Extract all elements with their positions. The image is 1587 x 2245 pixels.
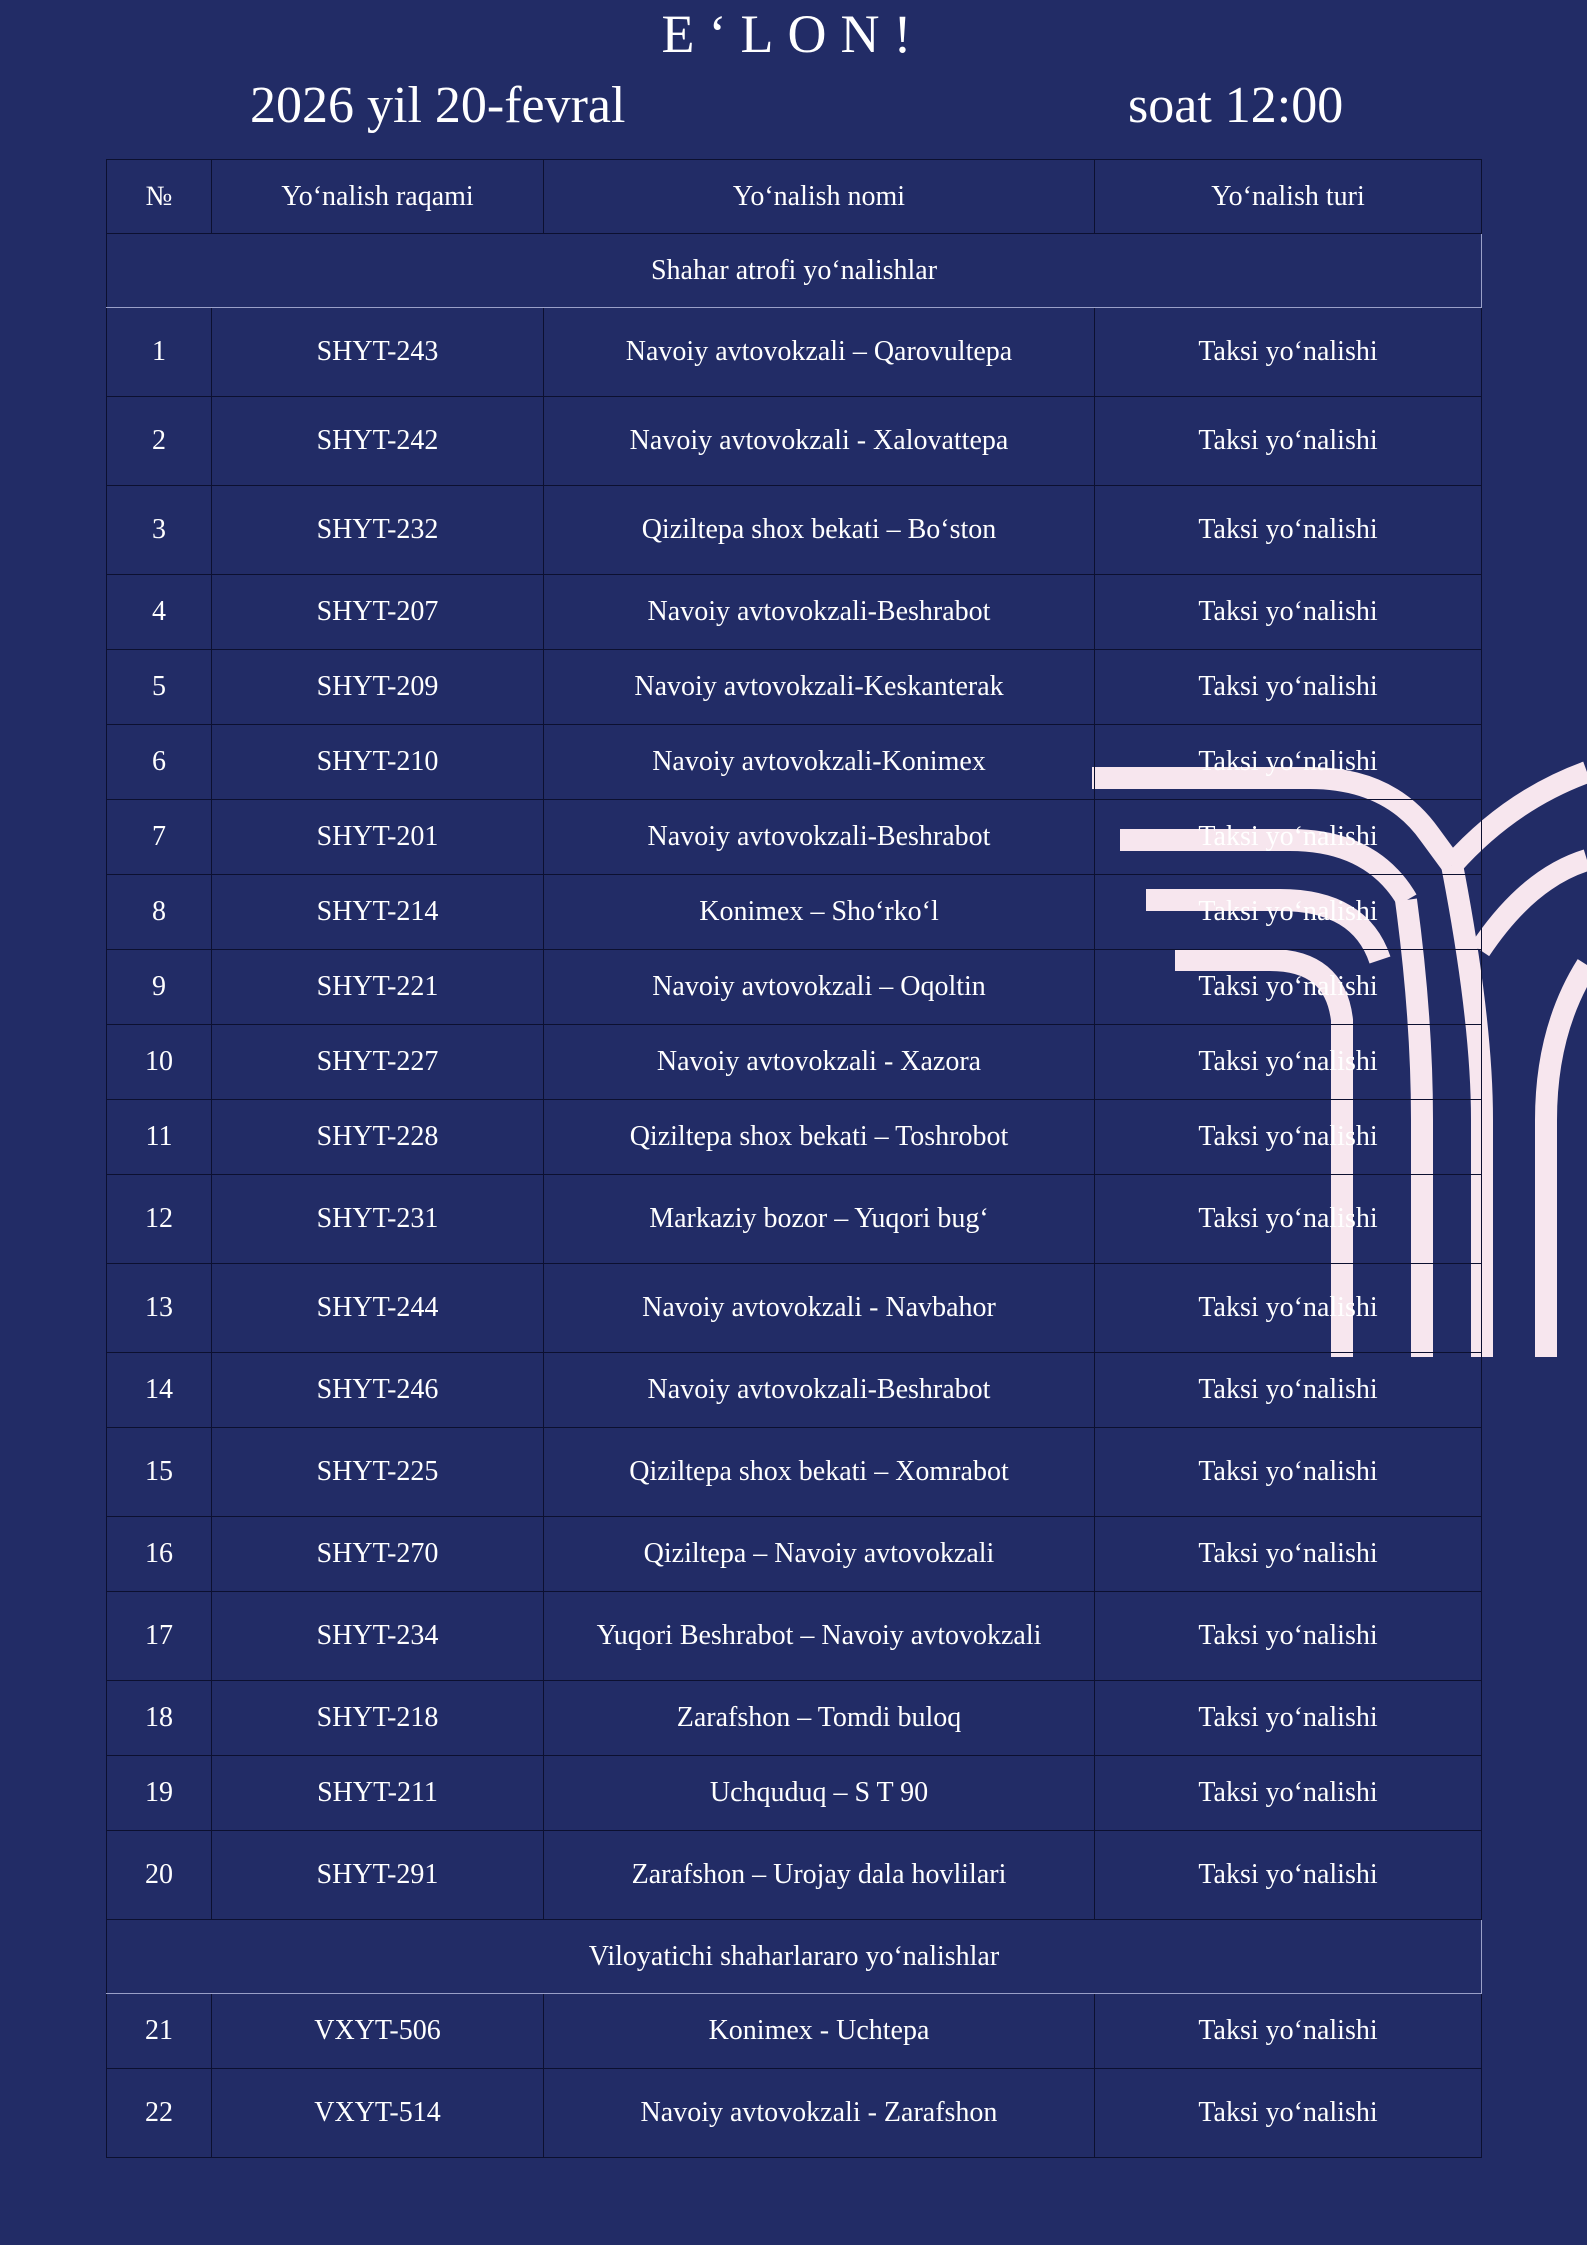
page-title: E‘LON!: [661, 4, 926, 64]
table-row: [107, 1428, 1482, 1517]
cell-route-type: Taksi yo‘nalishi: [1095, 1100, 1482, 1175]
table-row: [107, 1517, 1482, 1592]
announcement-date: 2026 yil 20-fevral: [250, 77, 626, 134]
cell-route-code: SHYT-243: [212, 308, 544, 397]
cell-route-code: SHYT-218: [212, 1681, 544, 1756]
table-row: [107, 1025, 1482, 1100]
cell-number: 5: [107, 650, 212, 725]
cell-route-name: Navoiy avtovokzali – Oqoltin: [544, 950, 1095, 1025]
cell-route-name: Konimex – Sho‘rko‘l: [544, 875, 1095, 950]
section-title: Shahar atrofi yo‘nalishlar: [107, 234, 1482, 308]
cell-route-code: SHYT-244: [212, 1264, 544, 1353]
section-header-row: [107, 234, 1482, 308]
cell-number: 3: [107, 486, 212, 575]
table-row: [107, 486, 1482, 575]
table-row: [107, 1175, 1482, 1264]
cell-route-code: SHYT-225: [212, 1428, 544, 1517]
cell-number: 6: [107, 725, 212, 800]
table-row: [107, 575, 1482, 650]
cell-route-type: Taksi yo‘nalishi: [1095, 1831, 1482, 1920]
cell-number: 1: [107, 308, 212, 397]
cell-route-code: SHYT-234: [212, 1592, 544, 1681]
cell-number: 17: [107, 1592, 212, 1681]
cell-route-name: Qiziltepa shox bekati – Bo‘ston: [544, 486, 1095, 575]
cell-number: 13: [107, 1264, 212, 1353]
table-row: [107, 1994, 1482, 2069]
cell-route-code: SHYT-207: [212, 575, 544, 650]
column-header-route-name: Yo‘nalish nomi: [544, 160, 1095, 234]
column-header-route-type: Yo‘nalish turi: [1095, 160, 1482, 234]
table-row: [107, 1756, 1482, 1831]
cell-route-code: SHYT-232: [212, 486, 544, 575]
cell-route-type: Taksi yo‘nalishi: [1095, 650, 1482, 725]
cell-number: 12: [107, 1175, 212, 1264]
cell-route-type: Taksi yo‘nalishi: [1095, 1264, 1482, 1353]
cell-number: 11: [107, 1100, 212, 1175]
table-row: [107, 950, 1482, 1025]
cell-route-type: Taksi yo‘nalishi: [1095, 1994, 1482, 2069]
cell-route-name: Qiziltepa shox bekati – Xomrabot: [544, 1428, 1095, 1517]
table-row: [107, 800, 1482, 875]
cell-route-name: Navoiy avtovokzali-Keskanterak: [544, 650, 1095, 725]
cell-number: 7: [107, 800, 212, 875]
cell-route-name: Uchquduq – S T 90: [544, 1756, 1095, 1831]
table-row: [107, 875, 1482, 950]
cell-number: 2: [107, 397, 212, 486]
column-header-number: №: [107, 160, 212, 234]
cell-route-name: Navoiy avtovokzali-Beshrabot: [544, 575, 1095, 650]
cell-route-type: Taksi yo‘nalishi: [1095, 1175, 1482, 1264]
routes-table: [106, 159, 1482, 2158]
cell-route-name: Navoiy avtovokzali - Navbahor: [544, 1264, 1095, 1353]
table-row: [107, 397, 1482, 486]
cell-route-name: Navoiy avtovokzali - Xalovattepa: [544, 397, 1095, 486]
cell-route-code: SHYT-228: [212, 1100, 544, 1175]
cell-route-name: Qiziltepa shox bekati – Toshrobot: [544, 1100, 1095, 1175]
cell-number: 21: [107, 1994, 212, 2069]
section-title: Viloyatichi shaharlararo yo‘nalishlar: [107, 1920, 1482, 1994]
cell-number: 16: [107, 1517, 212, 1592]
cell-route-code: SHYT-201: [212, 800, 544, 875]
cell-route-type: Taksi yo‘nalishi: [1095, 2069, 1482, 2158]
cell-route-type: Taksi yo‘nalishi: [1095, 1592, 1482, 1681]
cell-route-name: Navoiy avtovokzali - Zarafshon: [544, 2069, 1095, 2158]
cell-route-code: SHYT-221: [212, 950, 544, 1025]
cell-route-name: Yuqori Beshrabot – Navoiy avtovokzali: [544, 1592, 1095, 1681]
cell-number: 19: [107, 1756, 212, 1831]
cell-route-name: Markaziy bozor – Yuqori bug‘: [544, 1175, 1095, 1264]
cell-route-name: Navoiy avtovokzali-Konimex: [544, 725, 1095, 800]
cell-number: 4: [107, 575, 212, 650]
column-header-route-code: Yo‘nalish raqami: [212, 160, 544, 234]
cell-route-name: Navoiy avtovokzali-Beshrabot: [544, 800, 1095, 875]
cell-route-type: Taksi yo‘nalishi: [1095, 308, 1482, 397]
cell-route-code: SHYT-231: [212, 1175, 544, 1264]
cell-route-name: Navoiy avtovokzali - Xazora: [544, 1025, 1095, 1100]
cell-route-code: SHYT-246: [212, 1353, 544, 1428]
cell-route-code: SHYT-291: [212, 1831, 544, 1920]
cell-route-code: SHYT-210: [212, 725, 544, 800]
cell-number: 22: [107, 2069, 212, 2158]
cell-route-code: SHYT-227: [212, 1025, 544, 1100]
cell-route-type: Taksi yo‘nalishi: [1095, 1517, 1482, 1592]
cell-route-name: Navoiy avtovokzali-Beshrabot: [544, 1353, 1095, 1428]
cell-route-type: Taksi yo‘nalishi: [1095, 1428, 1482, 1517]
cell-route-type: Taksi yo‘nalishi: [1095, 1756, 1482, 1831]
cell-route-type: Taksi yo‘nalishi: [1095, 875, 1482, 950]
cell-route-name: Zarafshon – Urojay dala hovlilari: [544, 1831, 1095, 1920]
cell-route-name: Konimex - Uchtepa: [544, 1994, 1095, 2069]
table-row: [107, 1592, 1482, 1681]
table-row: [107, 308, 1482, 397]
cell-route-name: Qiziltepa – Navoiy avtovokzali: [544, 1517, 1095, 1592]
table-header-row: [107, 160, 1482, 234]
cell-route-type: Taksi yo‘nalishi: [1095, 725, 1482, 800]
table-row: [107, 650, 1482, 725]
cell-route-name: Zarafshon – Tomdi buloq: [544, 1681, 1095, 1756]
table-row: [107, 725, 1482, 800]
table-row: [107, 1100, 1482, 1175]
cell-number: 10: [107, 1025, 212, 1100]
cell-route-code: SHYT-211: [212, 1756, 544, 1831]
section-header-row: [107, 1920, 1482, 1994]
cell-route-type: Taksi yo‘nalishi: [1095, 397, 1482, 486]
cell-route-type: Taksi yo‘nalishi: [1095, 800, 1482, 875]
cell-number: 9: [107, 950, 212, 1025]
cell-route-type: Taksi yo‘nalishi: [1095, 575, 1482, 650]
cell-route-code: SHYT-270: [212, 1517, 544, 1592]
cell-number: 18: [107, 1681, 212, 1756]
cell-route-code: SHYT-214: [212, 875, 544, 950]
cell-route-code: SHYT-209: [212, 650, 544, 725]
table-row: [107, 1681, 1482, 1756]
table-row: [107, 1264, 1482, 1353]
cell-route-name: Navoiy avtovokzali – Qarovultepa: [544, 308, 1095, 397]
cell-route-code: VXYT-514: [212, 2069, 544, 2158]
routes-table-body: [107, 234, 1482, 2158]
table-row: [107, 1831, 1482, 1920]
cell-number: 8: [107, 875, 212, 950]
cell-route-type: Taksi yo‘nalishi: [1095, 950, 1482, 1025]
cell-number: 14: [107, 1353, 212, 1428]
announcement-time: soat 12:00: [1128, 77, 1344, 134]
cell-route-type: Taksi yo‘nalishi: [1095, 1025, 1482, 1100]
table-row: [107, 1353, 1482, 1428]
cell-route-code: SHYT-242: [212, 397, 544, 486]
cell-route-type: Taksi yo‘nalishi: [1095, 1353, 1482, 1428]
cell-route-code: VXYT-506: [212, 1994, 544, 2069]
cell-route-type: Taksi yo‘nalishi: [1095, 486, 1482, 575]
cell-number: 20: [107, 1831, 212, 1920]
cell-number: 15: [107, 1428, 212, 1517]
cell-route-type: Taksi yo‘nalishi: [1095, 1681, 1482, 1756]
table-row: [107, 2069, 1482, 2158]
